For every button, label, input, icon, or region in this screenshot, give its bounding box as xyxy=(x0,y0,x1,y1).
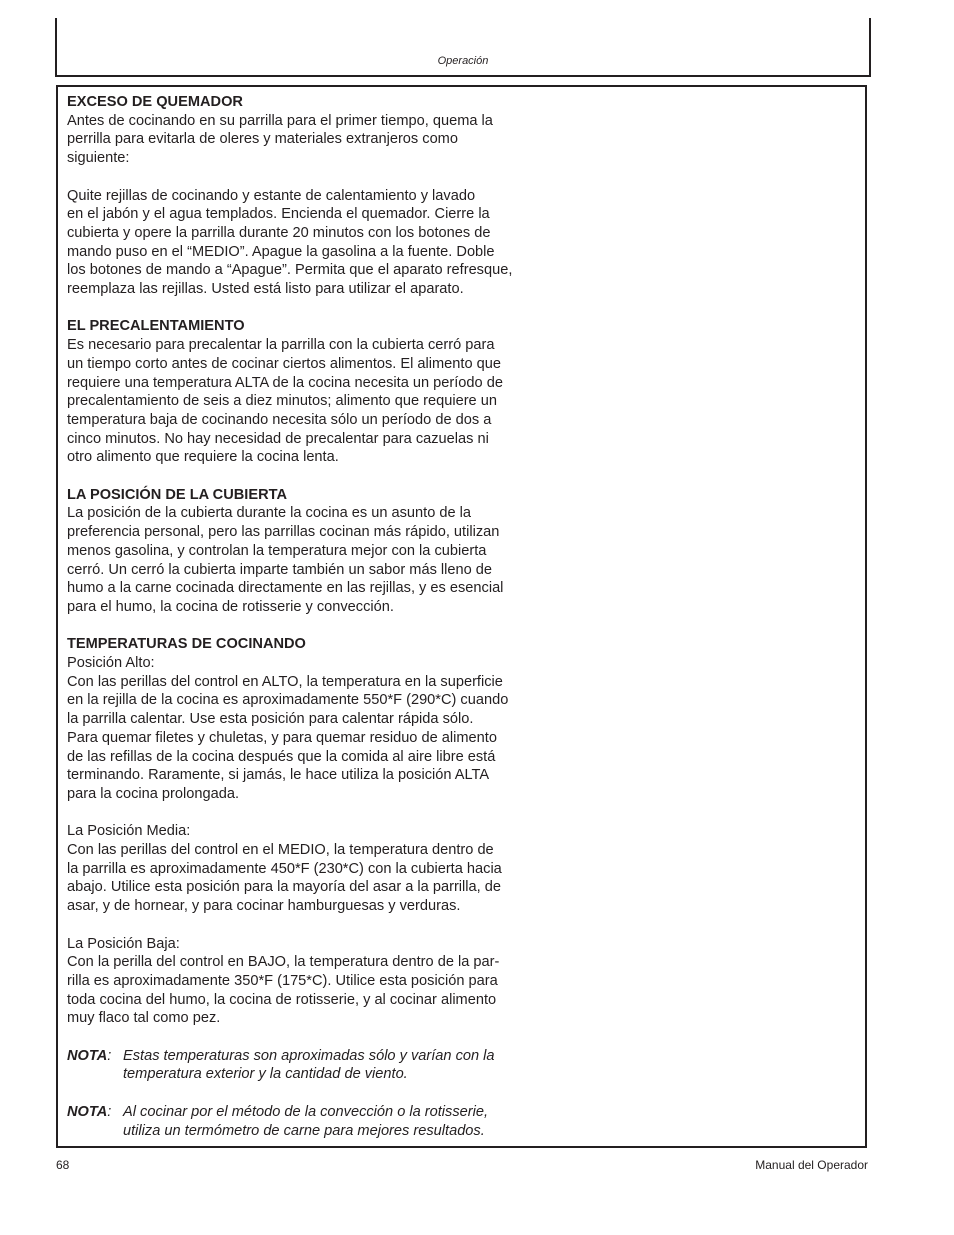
section-title: TEMPERATURAS DE COCINANDO xyxy=(67,636,306,653)
note-label: NOTA xyxy=(67,1103,108,1120)
paragraph-posicion-alto: Posición Alto: Con las perillas del control en ALTO, la temperatura en la superficie en la rejilla de la cocina es aproximadamente 550*F (290*C) cuando la parrilla calentar. Use esta posición para calentar rápida sólo. Para quemar filetes y chuletas, y para quemar residuo de alimento de las refillas de la cocina después que la comida al aire libre está terminando. Raramente, si jamás, le hace utiliza la posición ALTA para la cocina prolongada. xyxy=(67,655,509,802)
note xyxy=(67,1047,557,1084)
paragraph-posicion-baja: La Posición Baja: Con la perilla del control en BAJO, la temperatura dentro de la par- rilla es aproximadamente 350*F (175*C). Utilice esta posición para toda cocina del humo, la cocina de rotisserie, y al cocinar alimento muy flaco tal como pez. xyxy=(67,935,500,1027)
note-text: Estas temperaturas son aproximadas sólo y varían con la temperatura exterior y la cantidad de viento. xyxy=(123,1047,495,1083)
content-body xyxy=(67,93,557,1140)
content-frame xyxy=(56,85,867,1148)
section-precalentamiento xyxy=(67,317,557,467)
page-header xyxy=(55,18,871,77)
header-title: Operación xyxy=(437,55,489,67)
paragraph: Antes de cocinando en su parrilla para el primer tiempo, quema la perrilla para evitarla de oleres y materiales extranjeros como siguiente: xyxy=(67,112,493,167)
note-separator: : xyxy=(107,1047,112,1064)
paragraph-posicion-media: La Posición Media: Con las perillas del control en el MEDIO, la temperatura dentro de la parrilla es aproximadamente 450*F (230*C) con la cubierta hacia abajo. Utilice esta posición para la mayoría del asar a la parrilla, de asar, y de hornear, y para cocinar hamburguesas y verduras. xyxy=(67,823,502,915)
note-separator: : xyxy=(107,1103,112,1120)
paragraph: Es necesario para precalentar la parrilla con la cubierta cerró para un tiempo corto antes de cocinar ciertos alimentos. El alimento que requiere una temperatura ALTA de la cocina necesita un período de precalentamiento de seis a diez minutos; alimento que requiere un temperatura baja de cocinando necesita sólo un período de dos a cinco minutos. No hay necesidad de precalentar para cazuelas ni otro alimento que requiere la cocina lenta. xyxy=(67,337,503,466)
manual-title: Manual del Operador xyxy=(755,1158,868,1172)
page-number: 68 xyxy=(56,1158,70,1172)
section-temperaturas xyxy=(67,635,557,1028)
section-posicion-cubierta xyxy=(67,486,557,617)
section-title: EXCESO DE QUEMADOR xyxy=(67,94,243,110)
paragraph: La posición de la cubierta durante la cocina es un asunto de la preferencia personal, pero las parrillas cocinan más rápido, utilizan menos gasolina, y controlan la temperatura mejor con la cubierta cerró. Un cerró la cubierta imparte también un sabor más lleno de humo a la carne cocinada directamente en las rejillas, y es esencial para el humo, la cocina de rotisserie y convección. xyxy=(67,505,504,615)
note xyxy=(67,1103,557,1140)
note-label: NOTA xyxy=(67,1047,108,1064)
section-title: LA POSICIÓN DE LA CUBIERTA xyxy=(67,486,287,503)
section-title: EL PRECALENTAMIENTO xyxy=(67,318,245,335)
paragraph: Quite rejillas de cocinando y estante de calentamiento y lavado en el jabón y el agua templados. Encienda el quemador. Cierre la cubierta y opere la parrilla durante 20 minutos con los botones de mando puso en el “MEDIO”. Apague la gasolina a la fuente. Doble los botones de mando a “Apague”. Permita que el aparato refresque, reemplaza las rejillas. Usted está listo para utilizar el aparato. xyxy=(67,187,513,298)
section-exceso-de-quemador xyxy=(67,93,557,299)
note-text: Al cocinar por el método de la convección o la rotisserie, utiliza un termómetro de carne para mejores resultados. xyxy=(123,1103,489,1139)
